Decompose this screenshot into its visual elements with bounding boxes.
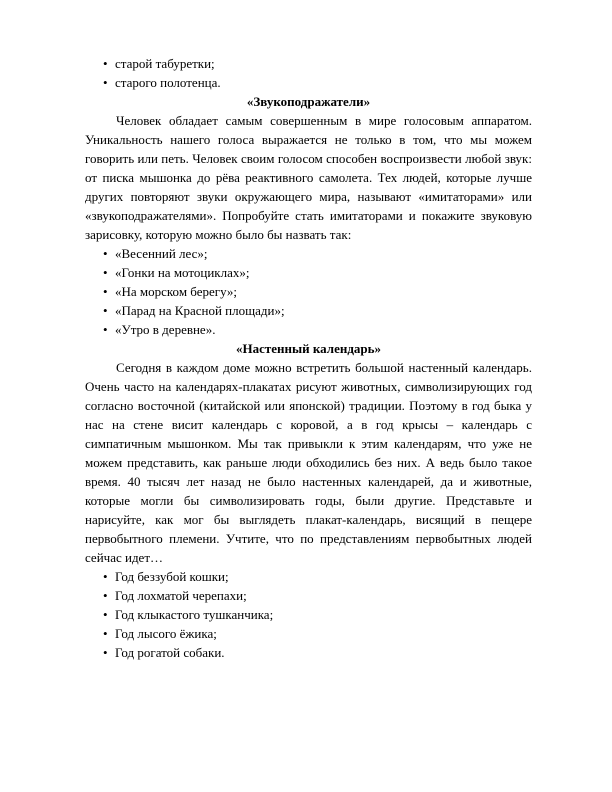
bullet-icon: • (103, 645, 108, 660)
list-item: • Год беззубой кошки; (103, 569, 229, 584)
list-years (85, 567, 532, 662)
list-item: • «Парад на Красной площади»; (103, 303, 285, 318)
document-page (85, 54, 532, 662)
bullet-icon: • (103, 75, 108, 90)
list-item: • Год рогатой собаки. (103, 645, 225, 660)
list-item: • «На морском берегу»; (103, 284, 238, 299)
section-paragraph-sound-imitators: Человек обладает самым совершенным в мире голосовым аппаратом. Уникальность нашего голоса выражается не только в том, что мы можем говорить или петь. Человек своим голосом способен воспроизвести любой звук: от писка мышонка до рёва реактивного самолета. Тех людей, которые лучше других повторяют звуки окружающего мира, называют «имитаторами» или «звукоподражателями». Попробуйте стать имитаторами и покажите звуковую зарисовку, которую можно было бы назвать так: (85, 113, 532, 242)
bullet-icon: • (103, 607, 108, 622)
list-item: • Год лохматой черепахи; (103, 588, 247, 603)
bullet-icon: • (103, 56, 108, 71)
list-item: • «Гонки на мотоциклах»; (103, 265, 250, 280)
section-title-wall-calendar: «Настенный календарь» (235, 341, 382, 356)
bullet-icon: • (103, 284, 108, 299)
section-title-sound-imitators: «Звукоподражатели» (246, 94, 371, 109)
list-item: • старой табуретки; (103, 56, 215, 71)
bullet-icon: • (103, 626, 108, 641)
bullet-icon: • (103, 322, 108, 337)
list-item: • Год лысого ёжика; (103, 626, 217, 641)
list-item: • «Утро в деревне». (103, 322, 216, 337)
section-paragraph-wall-calendar: Сегодня в каждом доме можно встретить большой настенный календарь. Очень часто на календарях-плакатах рисуют животных, символизирующих год согласно восточной (китайской или японской) традиции. Поэтому в год быка у нас на стене висит календарь с коровой, а в год крысы – календарь с симпатичным мышонком. Мы так привыкли к этим календарям, что уже не можем представить, как раньше люди обходились без них. А ведь было такое время. 40 тысяч лет назад не было настенных календарей, да и животные, которые могли бы символизировать годы, были другие. Представьте и нарисуйте, как мог бы выглядеть плакат-календарь, висящий в пещере первобытного племени. Учтите, что по представлениям первобытных людей сейчас идет… (85, 360, 532, 565)
list-item: • «Весенний лес»; (103, 246, 208, 261)
bullet-icon: • (103, 303, 108, 318)
list-materials (85, 54, 532, 92)
bullet-icon: • (103, 588, 108, 603)
list-item: • старого полотенца. (103, 75, 221, 90)
bullet-icon: • (103, 246, 108, 261)
bullet-icon: • (103, 265, 108, 280)
list-item: • Год клыкастого тушканчика; (103, 607, 274, 622)
list-sound-sketches (85, 244, 532, 339)
bullet-icon: • (103, 569, 108, 584)
